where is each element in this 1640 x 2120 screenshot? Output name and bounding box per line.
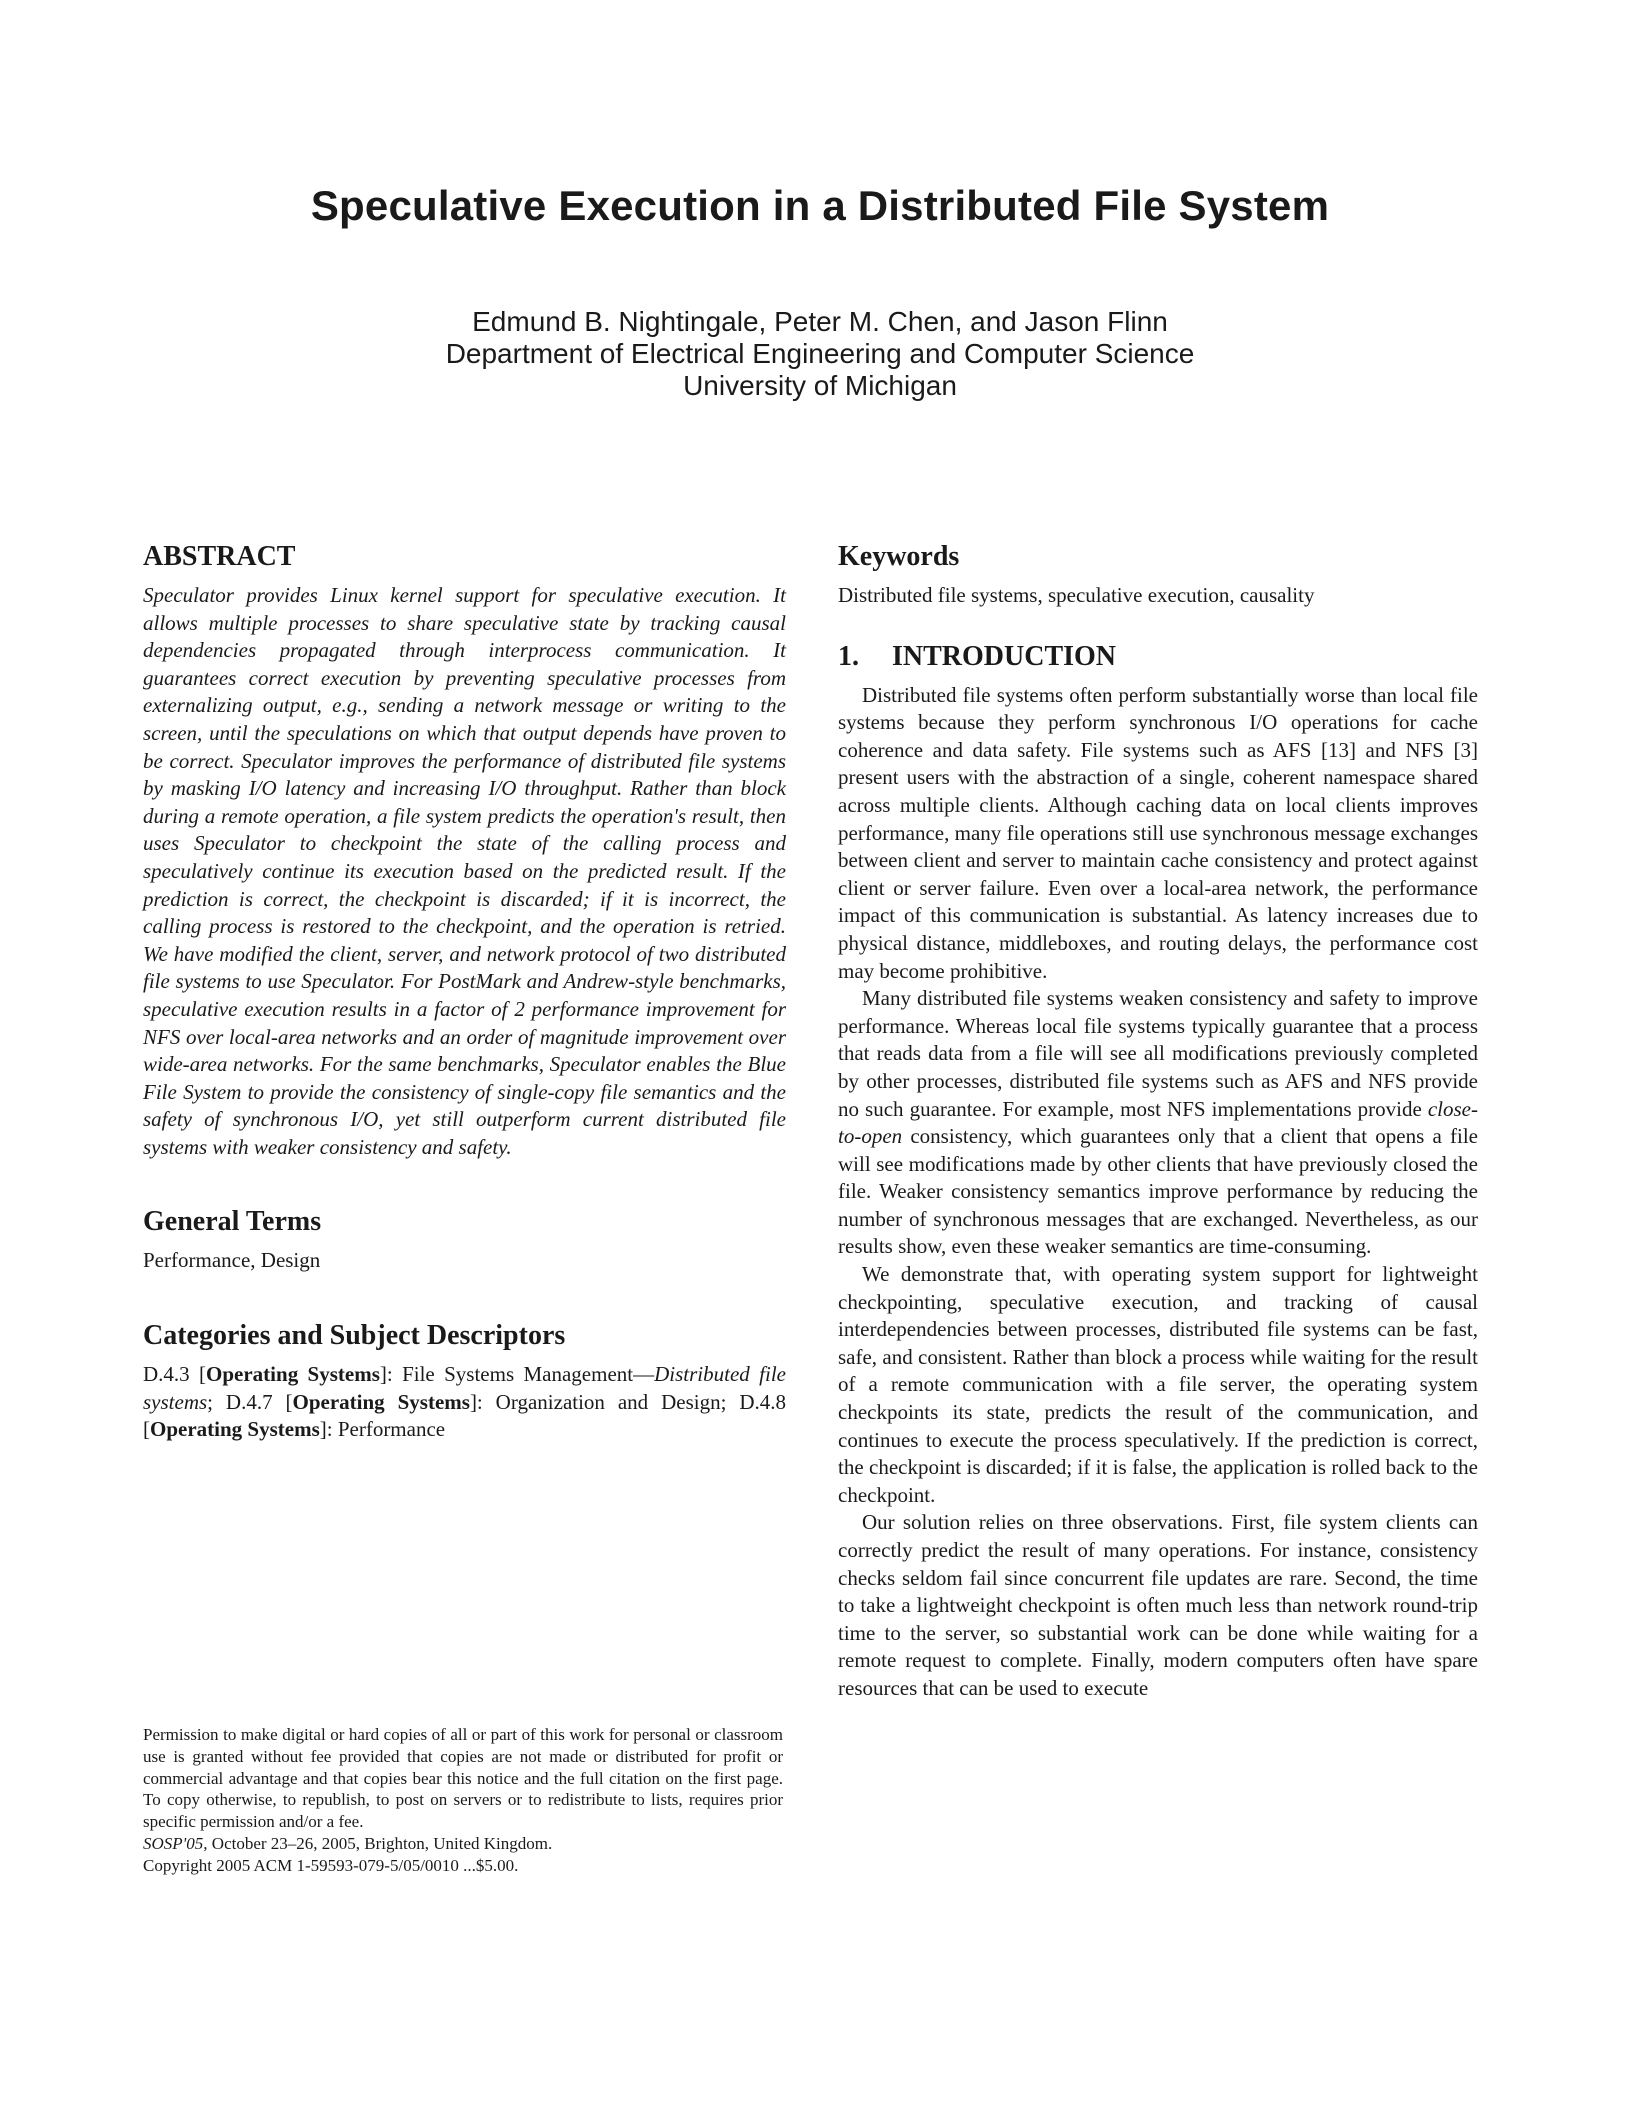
intro-paragraph-1: Distributed file systems often perform substantially worse than local file systems because they perform synchronous I/O operations for cache coherence and data safety. File systems such as AFS [13] and NFS [3] present users with the abstraction of a single, coherent namespace shared across multiple clients. Although caching data on local clients improves performance, many file operations still use synchronous message exchanges between client and server to maintain cache consistency and protect against client or server failure. Even over a local-area network, the performance impact of this communication is substantial. As latency increases due to physical distance, middleboxes, and routing delays, the performance cost may become prohibitive.	[838, 682, 1478, 983]
author-block	[0, 306, 1640, 402]
categories-text: D.4.3 [Operating Systems]: File Systems Management—Distributed file systems; D.4.7 [Operating Systems]: Organization and Design; D.4.8 [Operating Systems]: Performance	[143, 1362, 787, 1442]
copyright-line: Copyright 2005 ACM 1-59593-079-5/05/0010 ...$5.00.	[143, 1855, 519, 1875]
intro-paragraph-2: Many distributed file systems weaken consistency and safety to improve performance. Whereas local file systems typically guarantee that a process that reads data from a file will see all modifications previously completed by other processes, distributed file systems such as AFS and NFS provide no such guarantee. For example, most NFS implementations provide close-to-open consistency, which guarantees only that a client that opens a file will see modifications made by other clients that have previously closed the file. Weaker consistency semantics improve performance by reducing the number of synchronous messages that are exchanged. Nevertheless, as our results show, even these weaker semantics are time-consuming.	[838, 986, 1478, 1259]
abstract-heading: ABSTRACT	[143, 541, 296, 572]
paper-title: Speculative Execution in a Distributed File System	[310, 182, 1330, 229]
keywords-text: Distributed file systems, speculative execution, causality	[838, 583, 1315, 607]
keywords-heading: Keywords	[838, 541, 960, 572]
left-column	[143, 540, 786, 1444]
right-column	[838, 540, 1478, 1703]
intro-paragraph-3: We demonstrate that, with operating system support for lightweight checkpointing, speculative execution, and tracking of causal interdependencies between processes, distributed file systems can be fast, safe, and consistent. Rather than block a process while waiting for the result of a remote communication with a file server, the operating system checkpoints its state, predicts the result of the communication, and continues to execute the process speculatively. If the prediction is correct, the checkpoint is discarded; if it is false, the application is rolled back to the checkpoint.	[838, 1262, 1478, 1507]
introduction-heading: 1. INTRODUCTION	[838, 640, 1117, 672]
intro-paragraph-4: Our solution relies on three observations. First, file system clients can correctly predict the result of many operations. For instance, consistency checks seldom fail since concurrent file updates are rare. Second, the time to take a lightweight checkpoint is often much less than network round-trip time to the server, so substantial work can be done while waiting for a remote request to complete. Finally, modern computers often have spare resources that can be used to execute	[838, 1510, 1478, 1700]
author-department: Department of Electrical Engineering and Computer Science	[445, 338, 1195, 369]
general-terms-heading: General Terms	[143, 1206, 322, 1238]
author-university: University of Michigan	[683, 370, 957, 401]
categories-heading: Categories and Subject Descriptors	[143, 1320, 566, 1352]
author-names: Edmund B. Nightingale, Peter M. Chen, and Jason Flinn	[472, 306, 1168, 337]
venue-line: SOSP'05, October 23–26, 2005, Brighton, United Kingdom.	[143, 1833, 553, 1853]
general-terms-text: Performance, Design	[143, 1248, 321, 1273]
permission-text: Permission to make digital or hard copies of all or part of this work for personal or classroom use is granted without fee provided that copies are not made or distributed for profit or commercial advantage and that copies bear this notice and the full citation on the first page. To copy otherwise, to republish, to post on servers or to redistribute to lists, requires prior specific permission and/or a fee.	[143, 1725, 783, 1832]
permission-notice	[143, 1724, 783, 1877]
abstract-text: Speculator provides Linux kernel support for speculative execution. It allows multiple processes to share speculative state by tracking causal dependencies propagated through interprocess communication. It guarantees correct execution by preventing speculative processes from externalizing output, e.g., sending a network message or writing to the screen, until the speculations on which that output depends have proven to be correct. Speculator improves the performance of distributed file systems by masking I/O latency and increasing I/O throughput. Rather than block during a remote operation, a file system predicts the operation's result, then uses Speculator to checkpoint the state of the calling process and speculatively continue its execution based on the predicted result. If the prediction is correct, the checkpoint is discarded; if it is incorrect, the calling process is restored to the checkpoint, and the operation is retried. We have modified the client, server, and network protocol of two distributed file systems to use Speculator. For PostMark and Andrew-style benchmarks, speculative execution results in a factor of 2 performance improvement for NFS over local-area networks and an order of magnitude improvement over wide-area networks. For the same benchmarks, Speculator enables the Blue File System to provide the consistency of single-copy file semantics and the safety of synchronous I/O, yet still outperform current distributed file systems with weaker consistency and safety.	[143, 583, 786, 1159]
